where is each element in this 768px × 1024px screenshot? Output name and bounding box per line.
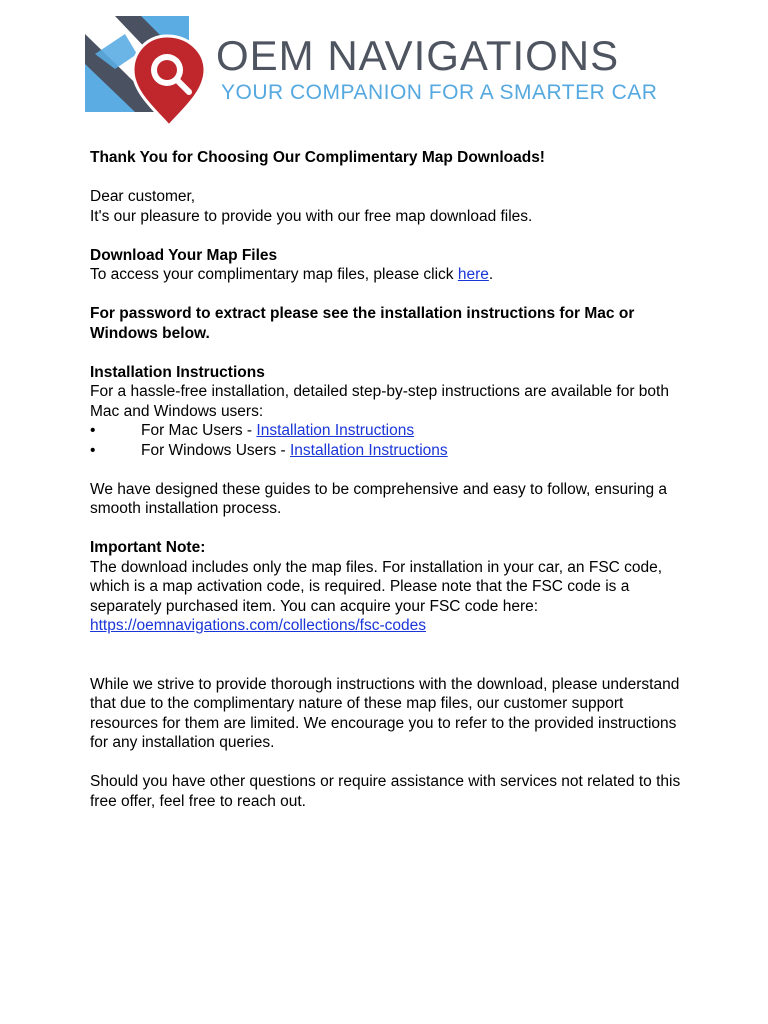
important-note-text: The download includes only the map files. For installation in your car, an FSC code, which is a map activation code, is required. Please note that the FSC code is a separately purchased item. You can acquire your FSC code here: [90, 558, 663, 615]
download-paragraph [90, 265, 690, 285]
bullet-mark: • [90, 441, 96, 459]
brand-tagline: YOUR COMPANION FOR A SMARTER CAR [221, 81, 658, 104]
download-text: To access your complimentary map files, please click [90, 266, 458, 283]
download-here-link[interactable]: here [457, 266, 489, 283]
install-text: For a hassle-free installation, detailed step-by-step instructions are available for both Mac and Windows users: [90, 383, 669, 420]
closing-text: Should you have other questions or require assistance with services not related to this free offer, feel free to reach out. [90, 773, 681, 810]
intro-text: It's our pleasure to provide you with our free map download files. [90, 207, 533, 225]
important-note-heading: Important Note: [90, 539, 206, 556]
bullet-mark: • [90, 422, 96, 439]
guides-text: We have designed these guides to be comprehensive and easy to follow, ensuring a smooth installation process. [90, 480, 668, 517]
fsc-codes-link[interactable]: https://oemnavigations.com/collections/fsc-codes [90, 617, 426, 634]
download-heading: Download Your Map Files [90, 246, 278, 264]
map-pin-logo-icon [85, 14, 215, 132]
letter-body [90, 148, 690, 811]
mac-install-link[interactable]: Installation Instructions [256, 422, 415, 439]
password-note: For password to extract please see the installation instructions for Mac or Windows below. [90, 305, 635, 342]
windows-users-label: For Windows Users - [141, 441, 290, 459]
install-heading: Installation Instructions [90, 363, 265, 381]
brand-logo [85, 14, 658, 132]
windows-install-link[interactable]: Installation Instructions [290, 441, 448, 459]
greeting: Dear customer, [90, 188, 196, 205]
list-item [90, 421, 690, 441]
support-text: While we strive to provide thorough instructions with the download, please understand that due to the complimentary nature of these map files, our customer support resources for them are limited. We encourage you to refer to the provided instructions for any installation queries. [90, 675, 680, 751]
download-period: . [488, 266, 494, 283]
mac-users-label: For Mac Users - [141, 422, 257, 439]
letter-heading: Thank You for Choosing Our Complimentary Map Downloads! [90, 149, 545, 166]
brand-name: OEM NAVIGATIONS [216, 32, 620, 79]
list-item [90, 441, 690, 461]
